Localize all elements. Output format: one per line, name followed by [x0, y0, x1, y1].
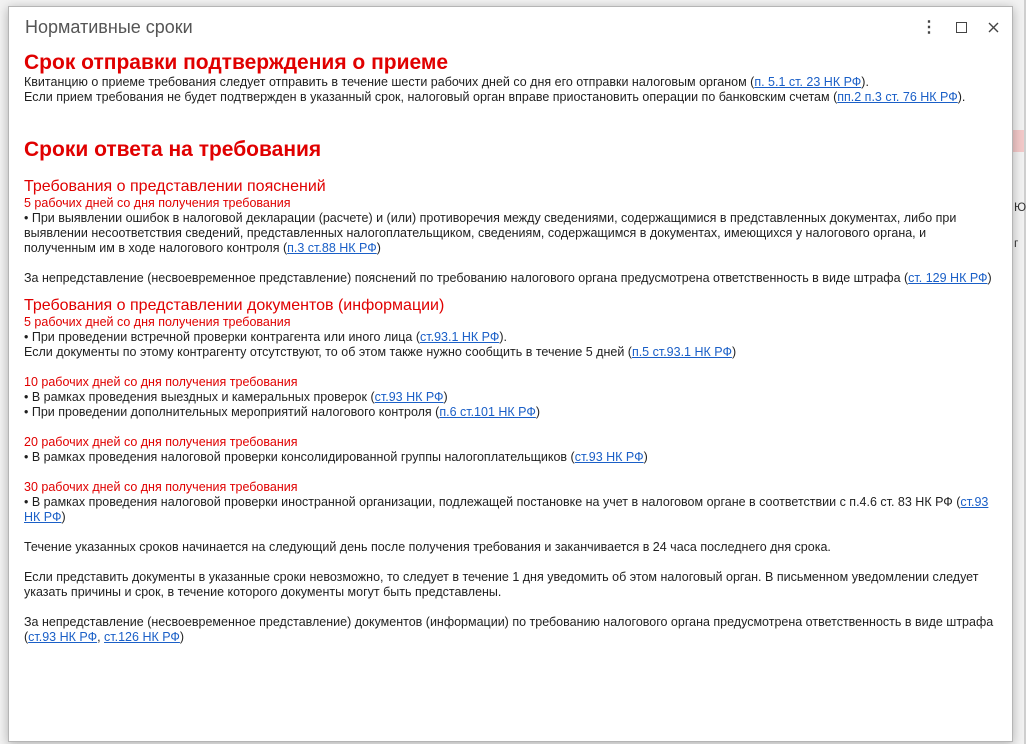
- link-st93-1[interactable]: ст.93.1 НК РФ: [420, 330, 500, 344]
- text: Если прием требования не будет подтвержден в указанный срок, налоговый орган вправе приостановить операции по банковским счетам (: [24, 90, 838, 104]
- text: ).: [957, 90, 966, 104]
- link-p5-st93-1[interactable]: п.5 ст.93.1 НК РФ: [631, 345, 732, 359]
- text: • В рамках проведения налоговой проверки иностранной организации, подлежащей постановке на учет в налоговом органе в соответствии с п.4.6 ст. 83 НК РФ (: [24, 495, 961, 509]
- paragraph-suspension: [24, 90, 999, 105]
- link-p3-st88[interactable]: п.3 ст.88 НК РФ: [287, 241, 377, 255]
- close-icon: [988, 22, 999, 33]
- bullet-errors: [24, 211, 999, 256]
- text: ): [376, 241, 381, 255]
- text: ): [731, 345, 737, 359]
- text: ): [179, 630, 185, 644]
- dialog-window: [8, 6, 1013, 742]
- text: За непредставление (несвоевременное представление) документов (информации) по требованию налогового органа предусмотрена ответственность в виде штрафа (: [24, 615, 994, 644]
- term-20-days: 20 рабочих дней со дня получения требования: [24, 435, 298, 449]
- paragraph-notify: Если представить документы в указанные сроки невозможно, то следует в течение 1 дня уведомить об этом налоговый орган. В письменном уведомлении следует указать причины и срок, в течение которого документы могут быть представлены.: [24, 570, 979, 599]
- paragraph-explanations-fine: [24, 271, 999, 286]
- maximize-button[interactable]: [947, 7, 975, 47]
- text: Если документы по этому контрагенту отсутствуют, то об этом также нужно сообщить в течение 5 дней (: [24, 345, 632, 359]
- content-area: [24, 51, 999, 645]
- more-vertical-icon: ⋮: [921, 19, 937, 36]
- text: ): [535, 405, 541, 419]
- paragraph-term-start: Течение указанных сроков начинается на следующий день после получения требования и заканчивается в 24 часа последнего дня срока.: [24, 540, 831, 554]
- text: ): [643, 450, 648, 464]
- link-pp2-st76[interactable]: пп.2 п.3 ст. 76 НК РФ: [837, 90, 958, 104]
- term-30-days: 30 рабочих дней со дня получения требования: [24, 480, 298, 494]
- link-st126[interactable]: ст.126 НК РФ: [104, 630, 180, 644]
- link-p51-st23[interactable]: п. 5.1 ст. 23 НК РФ: [754, 75, 862, 89]
- link-p6-st101[interactable]: п.6 ст.101 НК РФ: [439, 405, 536, 419]
- title-bar: [9, 7, 1012, 47]
- background-text-2: г: [1014, 236, 1019, 250]
- text: ): [443, 390, 448, 404]
- text: ).: [499, 330, 508, 344]
- bullet-consolidated-group: [24, 450, 999, 465]
- text: • При проведении дополнительных мероприятий налогового контроля (: [24, 405, 440, 419]
- link-st93-b[interactable]: ст.93 НК РФ: [574, 450, 644, 464]
- link-st93-c[interactable]: ст.93 НК РФ: [24, 495, 989, 524]
- more-menu-button[interactable]: [915, 7, 943, 47]
- maximize-icon: [956, 22, 967, 33]
- text: ,: [97, 630, 105, 644]
- bullet-foreign-organization: [24, 495, 999, 525]
- text: Квитанцию о приеме требования следует отправить в течение шести рабочих дней со дня его отправки налоговым органом (: [24, 75, 755, 89]
- heading-confirmation: Срок отправки подтверждения о приеме: [24, 51, 449, 74]
- bullet-field-audits: [24, 390, 999, 405]
- window-title: Нормативные сроки: [25, 17, 193, 37]
- link-st93-d[interactable]: ст.93 НК РФ: [28, 630, 98, 644]
- background-text-1: Ю: [1014, 200, 1026, 214]
- text: • При выявлении ошибок в налоговой декларации (расчете) и (или) противоречия между сведениями, содержащимися в представленных документах, либо при выявлении несоответствия сведений, представленных налогоплательщиком, сведениям, содержащимся в документах, имеющихся у налогового органа, и полученным им в ходе налогового контроля (: [24, 211, 957, 255]
- text: • В рамках проведения выездных и камеральных проверок (: [24, 390, 375, 404]
- paragraph-no-documents: [24, 345, 999, 360]
- text: • При проведении встречной проверки контрагента или иного лица (: [24, 330, 421, 344]
- link-st129[interactable]: ст. 129 НК РФ: [908, 271, 988, 285]
- text: ): [987, 271, 992, 285]
- text: ): [61, 510, 66, 524]
- text: За непредставление (несвоевременное представление) пояснений по требованию налогового органа предусмотрена ответственность в виде штрафа (: [24, 271, 909, 285]
- text: • В рамках проведения налоговой проверки консолидированной группы налогоплательщиков (: [24, 450, 575, 464]
- paragraph-documents-fine: [24, 615, 999, 645]
- close-button[interactable]: [979, 7, 1007, 47]
- bullet-counter-check: [24, 330, 999, 345]
- paragraph-receipt: [24, 75, 999, 90]
- heading-response-terms: Сроки ответа на требования: [24, 138, 322, 161]
- term-10-days: 10 рабочих дней со дня получения требования: [24, 375, 298, 389]
- subheading-explanations: Требования о представлении пояснений: [24, 178, 326, 195]
- bullet-additional-measures: [24, 405, 999, 420]
- link-st93-a[interactable]: ст.93 НК РФ: [374, 390, 444, 404]
- term-5-days: 5 рабочих дней со дня получения требования: [24, 196, 291, 210]
- subheading-documents: Требования о представлении документов (информации): [24, 297, 445, 314]
- term-5-days-docs: 5 рабочих дней со дня получения требования: [24, 315, 291, 329]
- text: ).: [861, 75, 869, 89]
